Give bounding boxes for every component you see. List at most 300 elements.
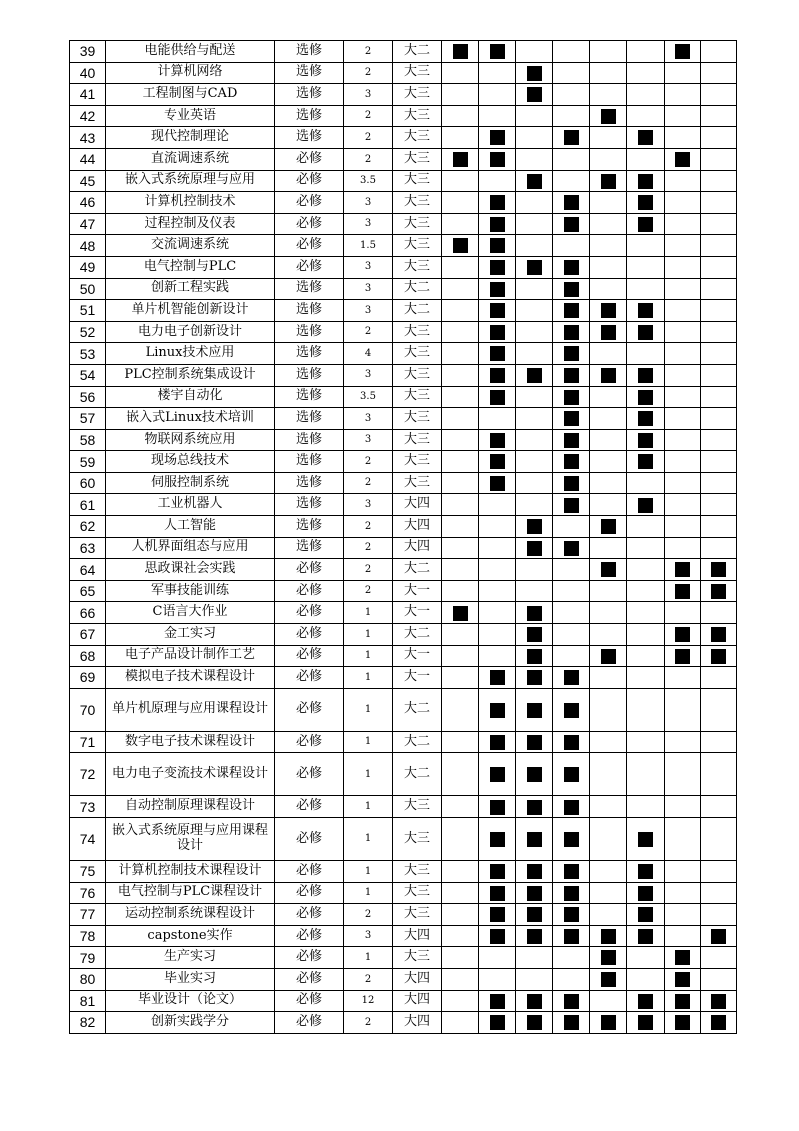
filled-square-mark	[564, 498, 579, 513]
outcome-cell	[590, 494, 627, 516]
filled-square-mark	[490, 433, 505, 448]
filled-square-mark	[564, 703, 579, 718]
outcome-cell	[627, 904, 665, 926]
table-row	[70, 170, 775, 192]
filled-square-mark	[564, 929, 579, 944]
filled-square-mark	[527, 670, 542, 685]
outcome-cell	[665, 343, 701, 365]
outcome-cell	[442, 386, 479, 408]
outcome-cell	[553, 667, 590, 689]
outcome-cell	[665, 947, 701, 969]
outcome-cell	[627, 494, 665, 516]
outcome-cell	[590, 235, 627, 257]
course-term: 大三	[393, 451, 442, 473]
course-type: 必修	[275, 170, 344, 192]
outcome-cell	[442, 580, 479, 602]
outcome-cell	[590, 472, 627, 494]
outcome-cell	[665, 364, 701, 386]
filled-square-mark	[601, 325, 616, 340]
filled-square-mark	[711, 562, 726, 577]
course-number: 70	[70, 688, 106, 731]
filled-square-mark	[490, 152, 505, 167]
table-row	[70, 386, 775, 408]
outcome-cell	[479, 990, 516, 1012]
filled-square-mark	[527, 541, 542, 556]
outcome-cell	[701, 494, 737, 516]
course-credit: 2	[344, 537, 393, 559]
filled-square-mark	[490, 282, 505, 297]
table-row	[70, 256, 775, 278]
course-term: 大四	[393, 1012, 442, 1034]
outcome-cell	[701, 580, 737, 602]
course-term: 大四	[393, 925, 442, 947]
course-type: 必修	[275, 796, 344, 818]
outcome-cell	[479, 861, 516, 883]
outcome-cell	[627, 602, 665, 624]
course-number: 40	[70, 62, 106, 84]
course-type: 选修	[275, 343, 344, 365]
outcome-cell	[665, 105, 701, 127]
outcome-cell	[479, 192, 516, 214]
course-name: 电力电子创新设计	[106, 321, 275, 343]
filled-square-mark	[527, 87, 542, 102]
outcome-cell	[516, 602, 553, 624]
outcome-cell	[442, 559, 479, 581]
outcome-cell	[590, 321, 627, 343]
outcome-cell	[701, 62, 737, 84]
table-row	[70, 451, 775, 473]
outcome-cell	[553, 968, 590, 990]
outcome-cell	[553, 882, 590, 904]
outcome-cell	[627, 731, 665, 753]
outcome-cell	[701, 968, 737, 990]
outcome-cell	[479, 925, 516, 947]
course-type: 必修	[275, 235, 344, 257]
course-credit: 3	[344, 84, 393, 106]
outcome-cell	[442, 947, 479, 969]
outcome-cell	[590, 925, 627, 947]
outcome-cell	[701, 925, 737, 947]
course-number: 60	[70, 472, 106, 494]
course-term: 大四	[393, 968, 442, 990]
outcome-cell	[516, 41, 553, 63]
course-number: 44	[70, 148, 106, 170]
outcome-cell	[479, 580, 516, 602]
outcome-cell	[442, 925, 479, 947]
outcome-cell	[701, 278, 737, 300]
table-row	[70, 559, 775, 581]
filled-square-mark	[490, 670, 505, 685]
outcome-cell	[627, 1012, 665, 1034]
course-credit: 2	[344, 148, 393, 170]
filled-square-mark	[638, 130, 653, 145]
table-row	[70, 882, 775, 904]
outcome-cell	[590, 127, 627, 149]
filled-square-mark	[527, 994, 542, 1009]
outcome-cell	[553, 624, 590, 646]
outcome-cell	[701, 1012, 737, 1034]
outcome-cell	[701, 127, 737, 149]
outcome-cell	[627, 105, 665, 127]
outcome-cell	[701, 667, 737, 689]
filled-square-mark	[527, 886, 542, 901]
course-name: 单片机原理与应用课程设计	[106, 688, 275, 731]
outcome-cell	[442, 300, 479, 322]
outcome-cell	[516, 1012, 553, 1034]
table-row	[70, 105, 775, 127]
course-credit: 2	[344, 451, 393, 473]
course-type: 必修	[275, 580, 344, 602]
outcome-cell	[516, 904, 553, 926]
outcome-cell	[701, 41, 737, 63]
course-number: 47	[70, 213, 106, 235]
filled-square-mark	[675, 627, 690, 642]
outcome-cell	[553, 904, 590, 926]
outcome-cell	[627, 796, 665, 818]
outcome-cell	[590, 84, 627, 106]
outcome-cell	[553, 731, 590, 753]
course-matrix-table	[69, 40, 775, 1034]
course-credit: 3.5	[344, 170, 393, 192]
course-type: 选修	[275, 84, 344, 106]
course-term: 大三	[393, 343, 442, 365]
course-type: 选修	[275, 321, 344, 343]
outcome-cell	[665, 818, 701, 861]
course-type: 选修	[275, 408, 344, 430]
course-credit: 3	[344, 429, 393, 451]
course-name: 现场总线技术	[106, 451, 275, 473]
outcome-cell	[701, 451, 737, 473]
outcome-cell	[516, 408, 553, 430]
outcome-cell	[701, 947, 737, 969]
course-type: 选修	[275, 62, 344, 84]
outcome-cell	[442, 105, 479, 127]
filled-square-mark	[675, 649, 690, 664]
filled-square-mark	[601, 174, 616, 189]
course-term: 大三	[393, 818, 442, 861]
course-term: 大三	[393, 947, 442, 969]
outcome-cell	[665, 624, 701, 646]
outcome-cell	[665, 516, 701, 538]
outcome-cell	[627, 688, 665, 731]
outcome-cell	[553, 321, 590, 343]
course-name: 计算机控制技术课程设计	[106, 861, 275, 883]
course-type: 选修	[275, 516, 344, 538]
outcome-cell	[442, 213, 479, 235]
outcome-cell	[516, 645, 553, 667]
filled-square-mark	[638, 864, 653, 879]
course-number: 41	[70, 84, 106, 106]
filled-square-mark	[490, 130, 505, 145]
outcome-cell	[479, 968, 516, 990]
course-term: 大四	[393, 990, 442, 1012]
outcome-cell	[590, 753, 627, 796]
outcome-cell	[665, 300, 701, 322]
table-row	[70, 516, 775, 538]
course-credit: 1	[344, 947, 393, 969]
course-credit: 2	[344, 127, 393, 149]
course-type: 必修	[275, 968, 344, 990]
outcome-cell	[701, 213, 737, 235]
outcome-cell	[590, 580, 627, 602]
outcome-cell	[479, 235, 516, 257]
course-number: 56	[70, 386, 106, 408]
outcome-cell	[516, 170, 553, 192]
outcome-cell	[442, 41, 479, 63]
course-number: 77	[70, 904, 106, 926]
course-type: 必修	[275, 925, 344, 947]
filled-square-mark	[564, 994, 579, 1009]
table-row	[70, 494, 775, 516]
outcome-cell	[701, 300, 737, 322]
outcome-cell	[665, 408, 701, 430]
course-credit: 2	[344, 472, 393, 494]
outcome-cell	[590, 451, 627, 473]
outcome-cell	[590, 904, 627, 926]
course-number: 80	[70, 968, 106, 990]
outcome-cell	[442, 84, 479, 106]
filled-square-mark	[527, 1015, 542, 1030]
outcome-cell	[479, 602, 516, 624]
filled-square-mark	[564, 217, 579, 232]
outcome-cell	[479, 105, 516, 127]
outcome-cell	[627, 537, 665, 559]
outcome-cell	[701, 472, 737, 494]
filled-square-mark	[564, 767, 579, 782]
filled-square-mark	[490, 303, 505, 318]
outcome-cell	[479, 386, 516, 408]
outcome-cell	[701, 429, 737, 451]
outcome-cell	[627, 62, 665, 84]
filled-square-mark	[490, 703, 505, 718]
outcome-cell	[553, 472, 590, 494]
course-term: 大三	[393, 904, 442, 926]
course-term: 大二	[393, 624, 442, 646]
outcome-cell	[479, 472, 516, 494]
course-name: 模拟电子技术课程设计	[106, 667, 275, 689]
table-row	[70, 537, 775, 559]
course-name: 楼宇自动化	[106, 386, 275, 408]
outcome-cell	[590, 968, 627, 990]
outcome-cell	[665, 41, 701, 63]
course-term: 大二	[393, 300, 442, 322]
outcome-cell	[590, 645, 627, 667]
outcome-cell	[701, 753, 737, 796]
outcome-cell	[479, 688, 516, 731]
table-row	[70, 731, 775, 753]
outcome-cell	[553, 300, 590, 322]
outcome-cell	[442, 472, 479, 494]
outcome-cell	[665, 1012, 701, 1034]
course-name: 自动控制原理课程设计	[106, 796, 275, 818]
filled-square-mark	[490, 368, 505, 383]
outcome-cell	[627, 364, 665, 386]
course-name: 嵌入式系统原理与应用	[106, 170, 275, 192]
outcome-cell	[553, 580, 590, 602]
outcome-cell	[627, 256, 665, 278]
filled-square-mark	[564, 800, 579, 815]
outcome-cell	[701, 148, 737, 170]
outcome-cell	[665, 62, 701, 84]
outcome-cell	[516, 494, 553, 516]
filled-square-mark	[601, 368, 616, 383]
course-number: 50	[70, 278, 106, 300]
course-term: 大二	[393, 41, 442, 63]
course-term: 大二	[393, 731, 442, 753]
outcome-cell	[516, 321, 553, 343]
course-number: 51	[70, 300, 106, 322]
course-type: 必修	[275, 148, 344, 170]
course-term: 大三	[393, 105, 442, 127]
outcome-cell	[442, 688, 479, 731]
course-credit: 2	[344, 321, 393, 343]
outcome-cell	[701, 343, 737, 365]
filled-square-mark	[638, 174, 653, 189]
outcome-cell	[479, 537, 516, 559]
course-name: Linux技术应用	[106, 343, 275, 365]
outcome-cell	[665, 278, 701, 300]
table-row	[70, 62, 775, 84]
outcome-cell	[442, 753, 479, 796]
filled-square-mark	[527, 767, 542, 782]
filled-square-mark	[527, 519, 542, 534]
course-name: 专业英语	[106, 105, 275, 127]
filled-square-mark	[675, 584, 690, 599]
outcome-cell	[479, 170, 516, 192]
filled-square-mark	[527, 907, 542, 922]
filled-square-mark	[564, 346, 579, 361]
outcome-cell	[553, 796, 590, 818]
outcome-cell	[516, 925, 553, 947]
filled-square-mark	[564, 130, 579, 145]
course-number: 65	[70, 580, 106, 602]
course-number: 81	[70, 990, 106, 1012]
filled-square-mark	[490, 929, 505, 944]
course-name: 数字电子技术课程设计	[106, 731, 275, 753]
table-row	[70, 904, 775, 926]
outcome-cell	[627, 753, 665, 796]
course-term: 大二	[393, 688, 442, 731]
filled-square-mark	[638, 217, 653, 232]
outcome-cell	[442, 429, 479, 451]
course-name: 计算机控制技术	[106, 192, 275, 214]
outcome-cell	[590, 192, 627, 214]
filled-square-mark	[564, 670, 579, 685]
filled-square-mark	[675, 994, 690, 1009]
course-credit: 2	[344, 1012, 393, 1034]
course-term: 大一	[393, 602, 442, 624]
outcome-cell	[479, 796, 516, 818]
filled-square-mark	[601, 562, 616, 577]
filled-square-mark	[490, 994, 505, 1009]
filled-square-mark	[564, 390, 579, 405]
course-term: 大三	[393, 386, 442, 408]
outcome-cell	[590, 624, 627, 646]
course-type: 必修	[275, 559, 344, 581]
course-type: 选修	[275, 278, 344, 300]
outcome-cell	[627, 818, 665, 861]
outcome-cell	[701, 364, 737, 386]
course-term: 大四	[393, 494, 442, 516]
filled-square-mark	[527, 174, 542, 189]
filled-square-mark	[675, 562, 690, 577]
outcome-cell	[442, 882, 479, 904]
table-row	[70, 472, 775, 494]
course-name: 创新实践学分	[106, 1012, 275, 1034]
outcome-cell	[553, 688, 590, 731]
outcome-cell	[553, 364, 590, 386]
outcome-cell	[553, 213, 590, 235]
outcome-cell	[553, 170, 590, 192]
outcome-cell	[442, 278, 479, 300]
outcome-cell	[479, 624, 516, 646]
course-credit: 2	[344, 580, 393, 602]
course-number: 39	[70, 41, 106, 63]
outcome-cell	[701, 256, 737, 278]
course-term: 大一	[393, 580, 442, 602]
filled-square-mark	[564, 864, 579, 879]
outcome-cell	[701, 796, 737, 818]
outcome-cell	[590, 818, 627, 861]
course-type: 选修	[275, 127, 344, 149]
course-type: 必修	[275, 861, 344, 883]
course-term: 大三	[393, 84, 442, 106]
outcome-cell	[590, 1012, 627, 1034]
outcome-cell	[665, 148, 701, 170]
course-credit: 3	[344, 256, 393, 278]
filled-square-mark	[527, 368, 542, 383]
course-credit: 1	[344, 645, 393, 667]
filled-square-mark	[564, 907, 579, 922]
course-credit: 2	[344, 559, 393, 581]
outcome-cell	[701, 170, 737, 192]
course-number: 68	[70, 645, 106, 667]
filled-square-mark	[490, 390, 505, 405]
course-name: 现代控制理论	[106, 127, 275, 149]
filled-square-mark	[638, 303, 653, 318]
course-number: 45	[70, 170, 106, 192]
course-term: 大三	[393, 148, 442, 170]
outcome-cell	[479, 645, 516, 667]
course-credit: 3	[344, 408, 393, 430]
outcome-cell	[553, 408, 590, 430]
course-term: 大二	[393, 278, 442, 300]
filled-square-mark	[564, 1015, 579, 1030]
filled-square-mark	[527, 929, 542, 944]
course-number: 43	[70, 127, 106, 149]
outcome-cell	[701, 537, 737, 559]
outcome-cell	[590, 882, 627, 904]
outcome-cell	[665, 170, 701, 192]
course-number: 54	[70, 364, 106, 386]
outcome-cell	[701, 386, 737, 408]
course-term: 大三	[393, 192, 442, 214]
outcome-cell	[590, 602, 627, 624]
outcome-cell	[701, 645, 737, 667]
outcome-cell	[590, 278, 627, 300]
outcome-cell	[442, 256, 479, 278]
outcome-cell	[516, 753, 553, 796]
outcome-cell	[479, 41, 516, 63]
course-number: 52	[70, 321, 106, 343]
filled-square-mark	[527, 832, 542, 847]
filled-square-mark	[638, 994, 653, 1009]
course-credit: 3	[344, 213, 393, 235]
filled-square-mark	[711, 994, 726, 1009]
course-type: 必修	[275, 904, 344, 926]
table-row	[70, 645, 775, 667]
outcome-cell	[442, 516, 479, 538]
